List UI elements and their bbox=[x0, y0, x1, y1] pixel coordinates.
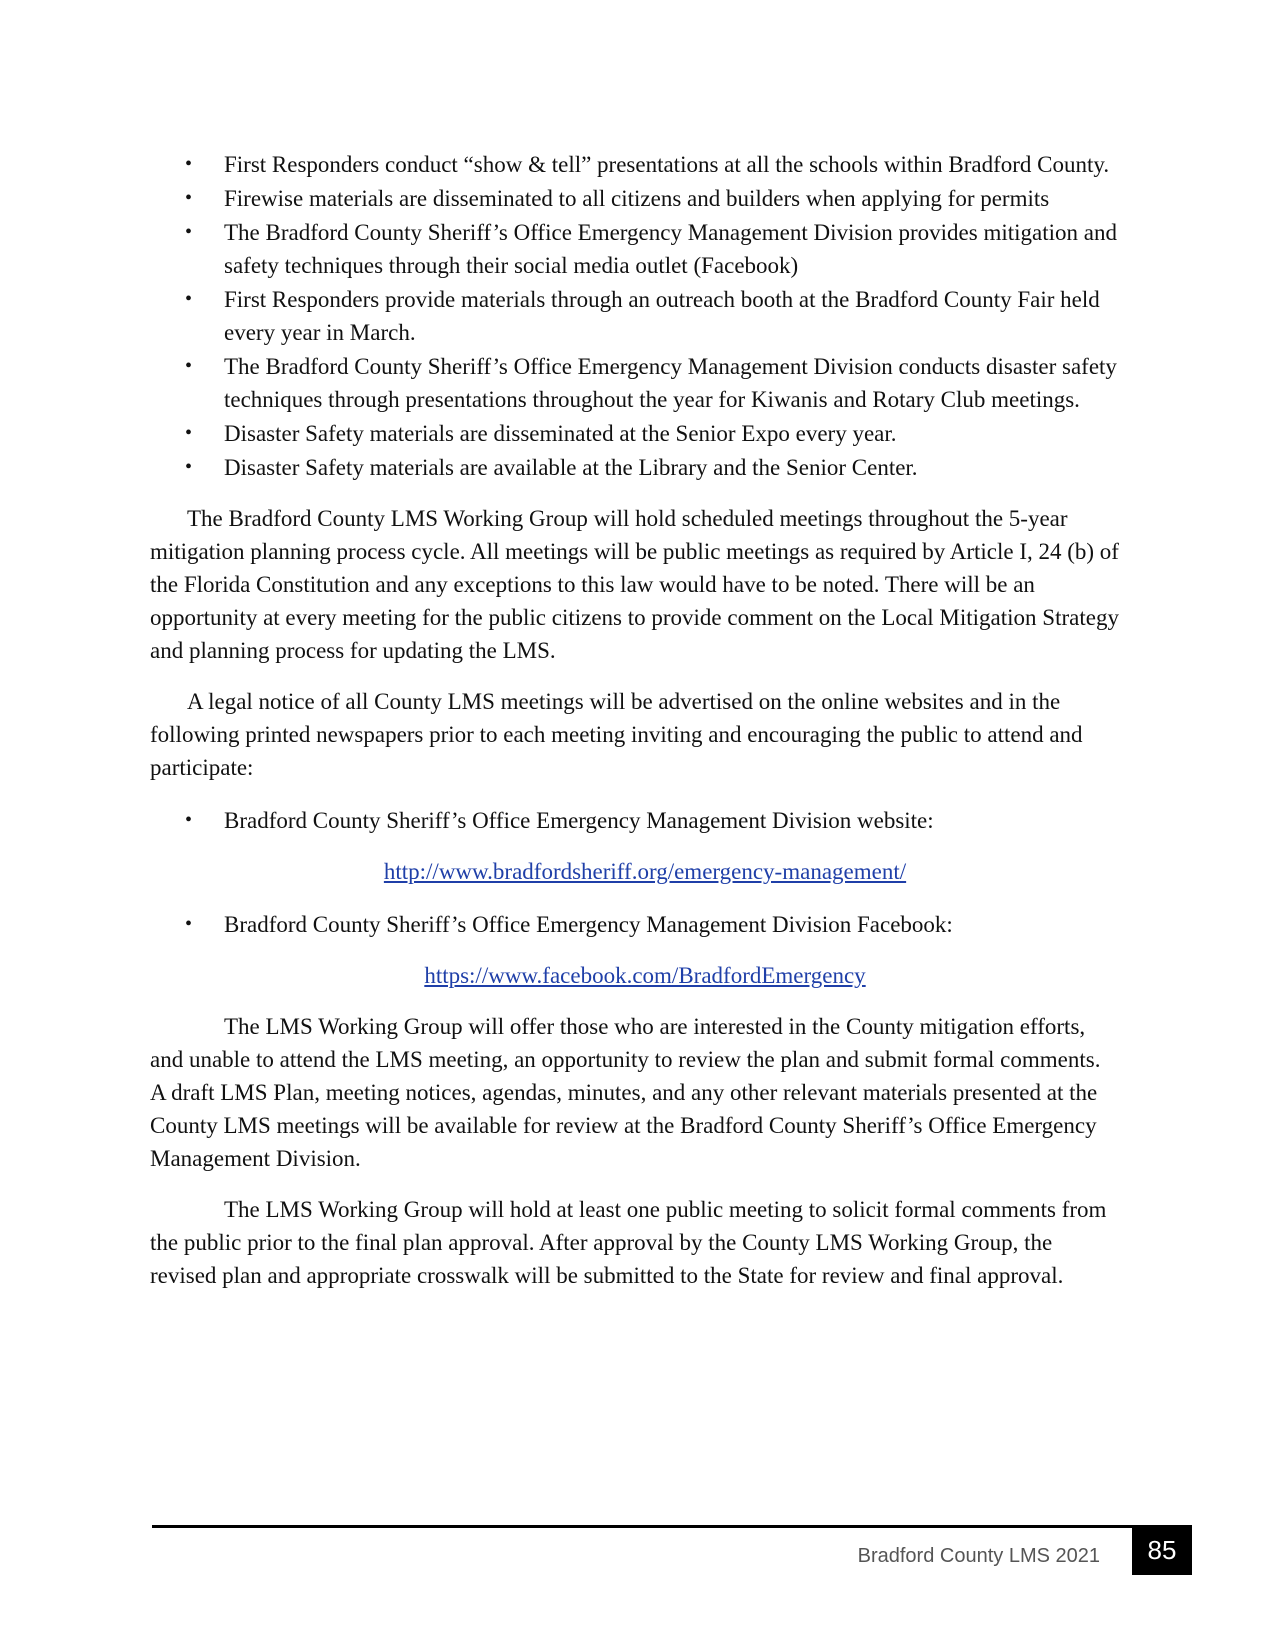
bullet-icon: • bbox=[185, 913, 193, 935]
list-item-text: The Bradford County Sheriff’s Office Emergency Management Division provides mitigation and safety techniques through their social media outlet (Facebook) bbox=[224, 220, 1117, 278]
list-item bbox=[150, 350, 1120, 416]
website-bullet bbox=[150, 804, 1120, 837]
review-paragraph: The LMS Working Group will offer those who are interested in the County mitigation efforts, and unable to attend the LMS meeting, an opportunity to review the plan and submit formal comments. A draft LMS Plan, meeting notices, agendas, minutes, and any other relevant materials presented at the County LMS meetings will be available for review at the Bradford County Sheriff’s Office Emergency Management Division. bbox=[150, 1014, 1101, 1171]
list-item bbox=[150, 216, 1120, 282]
website-link[interactable]: http://www.bradfordsheriff.org/emergency-management/ bbox=[383, 859, 907, 884]
bullet-icon: • bbox=[185, 456, 193, 478]
list-item-text: First Responders provide materials through an outreach booth at the Bradford County Fair held every year in March. bbox=[224, 287, 1100, 345]
facebook-bullet bbox=[150, 908, 1120, 941]
list-item bbox=[150, 451, 1120, 484]
bullet-icon: • bbox=[185, 809, 193, 831]
list-item bbox=[150, 182, 1120, 215]
list-item-text: The Bradford County Sheriff’s Office Emergency Management Division conducts disaster safety techniques through presentations throughout the year for Kiwanis and Rotary Club meetings. bbox=[224, 354, 1117, 412]
list-item-text: First Responders conduct “show & tell” presentations at all the schools within Bradford County. bbox=[224, 152, 1110, 177]
facebook-link[interactable]: https://www.facebook.com/BradfordEmergency bbox=[424, 963, 866, 988]
meetings-paragraph: The Bradford County LMS Working Group will hold scheduled meetings throughout the 5-year mitigation planning process cycle. All meetings will be public meetings as required by Article I, 24 (b) of the Florida Constitution and any exceptions to this law would have to be noted. There will be an opportunity at every meeting for the public citizens to provide comment on the Local Mitigation Strategy and planning process for updating the LMS. bbox=[150, 506, 1119, 663]
outreach-bullet-list bbox=[150, 148, 1120, 484]
list-item-text: Firewise materials are disseminated to all citizens and builders when applying for permits bbox=[224, 186, 1050, 211]
website-link-line bbox=[150, 855, 1120, 888]
list-item-text: Disaster Safety materials are available at the Library and the Senior Center. bbox=[224, 455, 918, 480]
list-item-text: Disaster Safety materials are disseminated at the Senior Expo every year. bbox=[224, 421, 897, 446]
list-item bbox=[150, 283, 1120, 349]
bullet-icon: • bbox=[185, 288, 193, 310]
footer-document-title: Bradford County LMS 2021 bbox=[857, 1545, 1100, 1567]
bullet-icon: • bbox=[185, 422, 193, 444]
list-item bbox=[150, 148, 1120, 181]
website-label: Bradford County Sheriff’s Office Emergency Management Division website: bbox=[224, 808, 934, 833]
legal-notice-paragraph: A legal notice of all County LMS meetings will be advertised on the online websites and in the following printed newspapers prior to each meeting inviting and encouraging the public to attend and participate: bbox=[150, 689, 1083, 780]
page-content bbox=[150, 148, 1120, 1292]
bullet-icon: • bbox=[185, 187, 193, 209]
footer-divider bbox=[152, 1525, 1132, 1528]
facebook-label: Bradford County Sheriff’s Office Emergency Management Division Facebook: bbox=[224, 912, 953, 937]
bullet-icon: • bbox=[185, 221, 193, 243]
bullet-icon: • bbox=[185, 355, 193, 377]
facebook-link-line bbox=[150, 959, 1120, 992]
approval-paragraph: The LMS Working Group will hold at least one public meeting to solicit formal comments from the public prior to the final plan approval. After approval by the County LMS Working Group, the revised plan and appropriate crosswalk will be submitted to the State for review and final approval. bbox=[150, 1197, 1107, 1288]
list-item bbox=[150, 417, 1120, 450]
page-number: 85 bbox=[1132, 1525, 1192, 1575]
bullet-icon: • bbox=[185, 153, 193, 175]
